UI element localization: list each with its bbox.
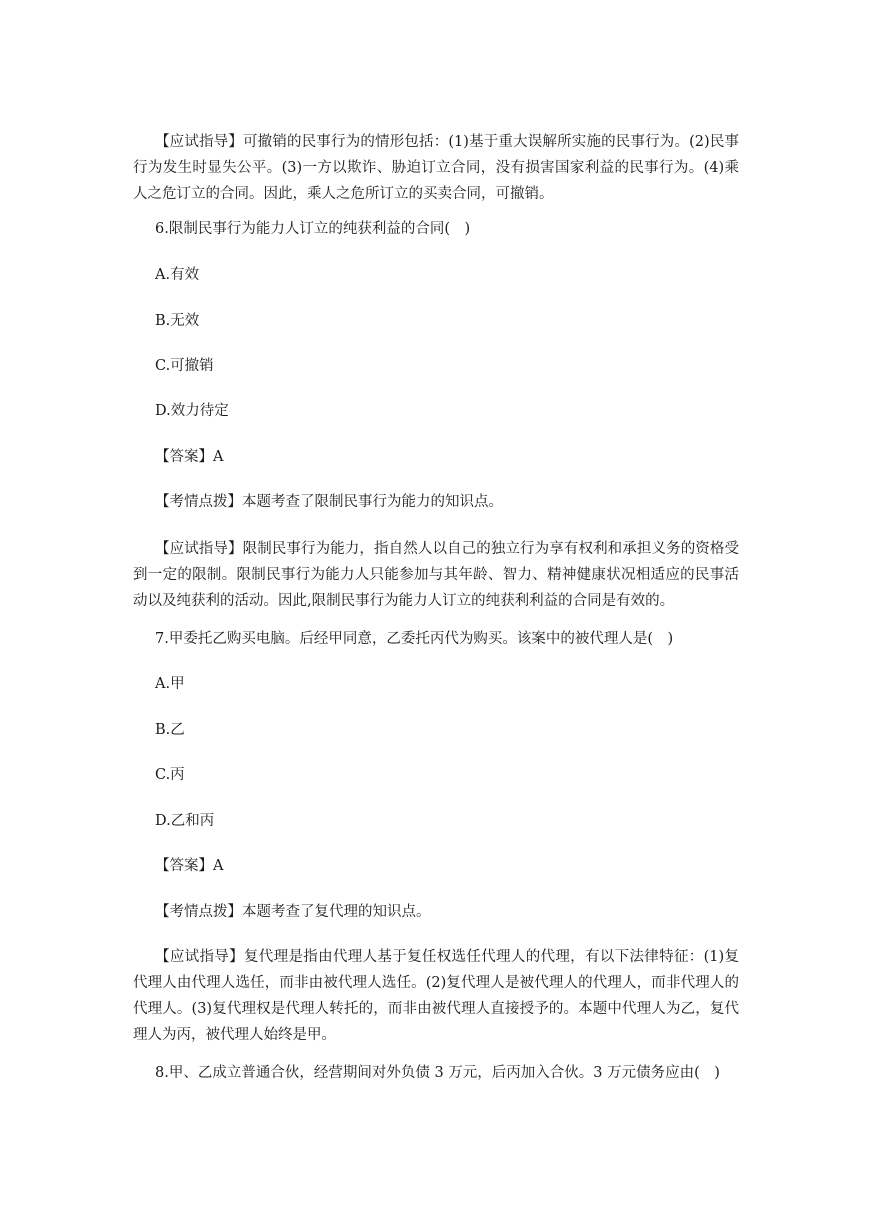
q6-answer: 【答案】A bbox=[155, 449, 224, 465]
q7-key-point: 【考情点拨】本题考查了复代理的知识点。 bbox=[155, 904, 431, 920]
question-6: 6.限制民事行为能力人订立的纯获利益的合同( ) bbox=[155, 221, 471, 237]
q7-option-d: D.乙和丙 bbox=[155, 813, 215, 829]
guide-paragraph-q6: 【应试指导】限制民事行为能力，指自然人以自己的独立行为享有权利和承担义务的资格受到一定的限制。限制民事行为能力人只能参加与其年龄、智力、精神健康状况相适应的民事活动以及纯获利的活动。因此,限制民事行为能力人订立的纯获利利益的合同是有效的。 bbox=[133, 541, 739, 609]
q7-option-a: A.甲 bbox=[155, 676, 185, 692]
q7-option-b: B.乙 bbox=[155, 722, 185, 738]
question-8: 8.甲、乙成立普通合伙，经营期间对外负债 3 万元，后丙加入合伙。3 万元债务应由( ) bbox=[155, 1065, 720, 1081]
q6-option-d: D.效力待定 bbox=[155, 403, 229, 419]
q6-key-point: 【考情点拨】本题考查了限制民事行为能力的知识点。 bbox=[155, 494, 503, 510]
q6-option-b: B.无效 bbox=[155, 313, 200, 329]
q7-option-c: C.丙 bbox=[155, 767, 185, 783]
q6-option-c: C.可撤销 bbox=[155, 358, 214, 374]
guide-paragraph-q5: 【应试指导】可撤销的民事行为的情形包括：(1)基于重大误解所实施的民事行为。(2)民事行为发生时显失公平。(3)一方以欺诈、胁迫订立合同，没有损害国家利益的民事行为。(4)乘人之危订立的合同。因此，乘人之危所订立的买卖合同，可撤销。 bbox=[133, 134, 739, 202]
question-7: 7.甲委托乙购买电脑。后经甲同意，乙委托丙代为购买。该案中的被代理人是( ) bbox=[155, 631, 674, 647]
q7-answer: 【答案】A bbox=[155, 858, 224, 874]
q6-option-a: A.有效 bbox=[155, 267, 200, 283]
guide-paragraph-q7: 【应试指导】复代理是指由代理人基于复任权选任代理人的代理，有以下法律特征：(1)复代理人由代理人选任，而非由被代理人选任。(2)复代理人是被代理人的代理人，而非代理人的代理人。(3)复代理权是代理人转托的，而非由被代理人直接授予的。本题中代理人为乙，复代理人为丙，被代理人始终是甲。 bbox=[133, 949, 739, 1043]
